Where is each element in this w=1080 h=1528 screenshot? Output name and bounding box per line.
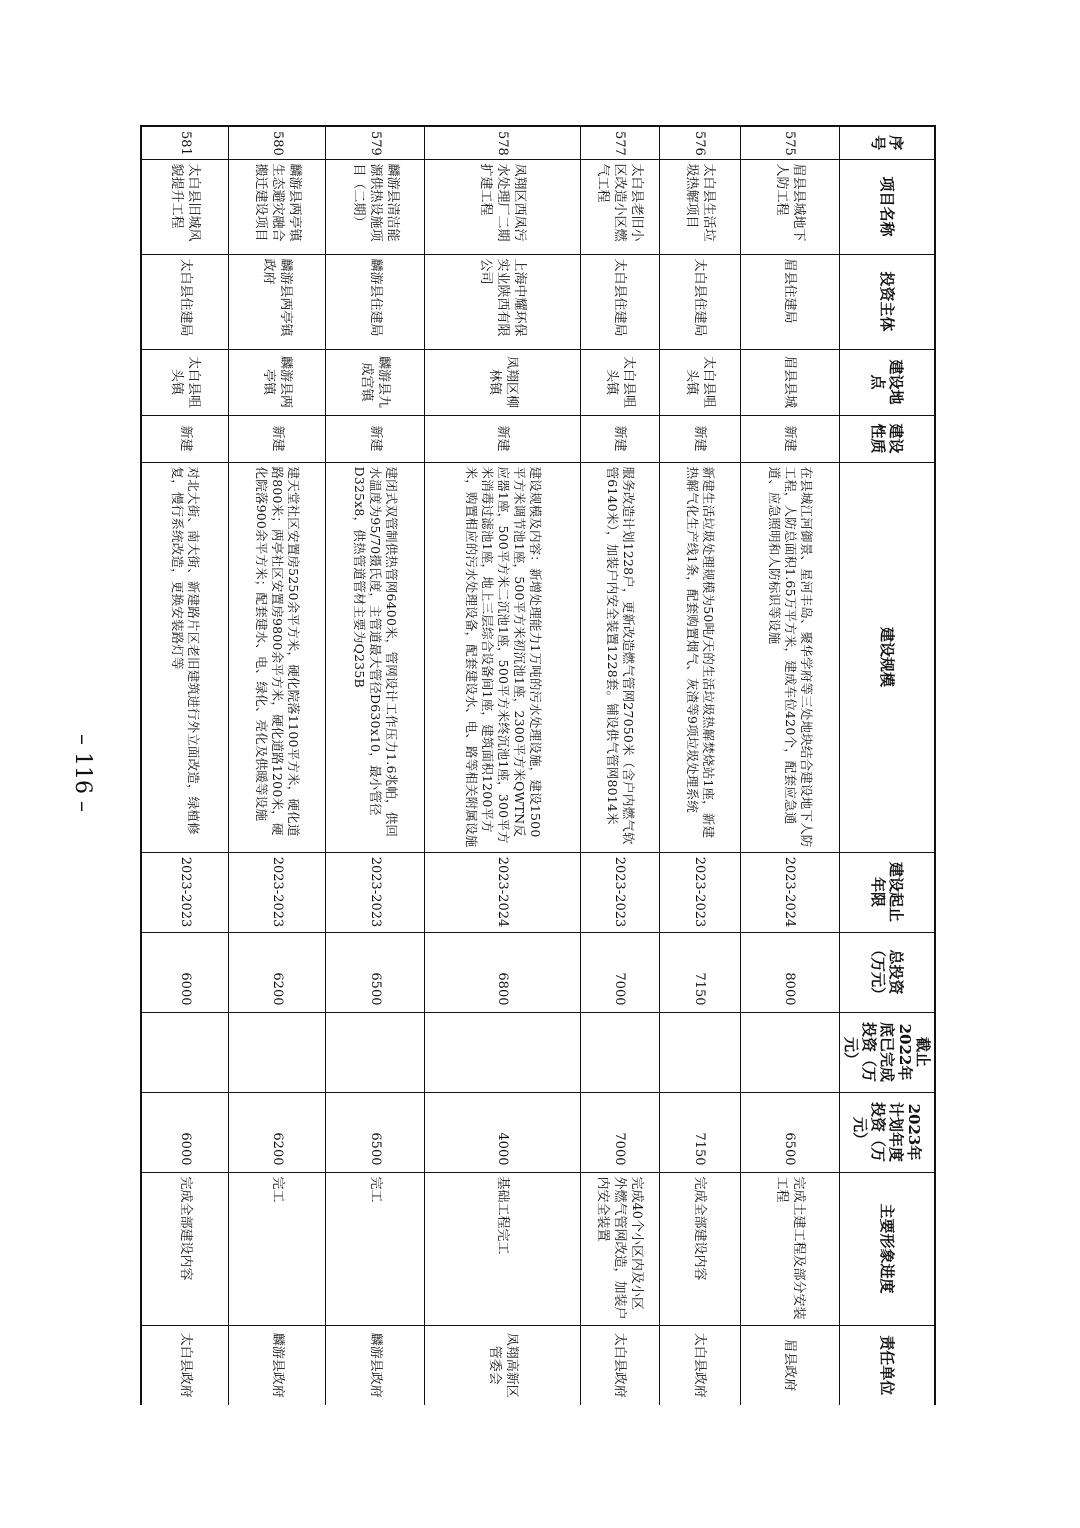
cell-investor: 上海中耀环保实业陕西有限公司 — [425, 254, 580, 349]
cell-plan2023: 6500 — [326, 1092, 425, 1172]
cell-scale: 在县城江河御景、星河丰岛、聚华学府等三处地块结合建设地下人防工程，人防总面积1.65万平方米，建成车位420个，配套应急通道、应急照明和人防标识等设施 — [740, 462, 839, 852]
header-seq: 序号 — [840, 126, 936, 159]
cell-completed — [326, 1012, 425, 1092]
header-period: 建设起止年限 — [840, 852, 936, 932]
cell-plan2023: 6200 — [229, 1092, 326, 1172]
cell-name: 麟游县清洁能源供热设施项目（二期） — [326, 159, 425, 254]
table-row — [740, 126, 839, 1405]
cell-total: 6000 — [141, 932, 229, 1012]
cell-progress: 完成全部建设内容 — [141, 1172, 229, 1325]
cell-seq: 581 — [141, 126, 229, 159]
header-total: 总投资（万元） — [840, 932, 936, 1012]
cell-plan2023: 6000 — [141, 1092, 229, 1172]
table-row — [425, 126, 580, 1405]
cell-period: 2023-2023 — [141, 852, 229, 932]
cell-plan2023: 7000 — [580, 1092, 659, 1172]
cell-investor: 麟游县两亭镇政府 — [229, 254, 326, 349]
cell-location: 太白县咀头镇 — [580, 349, 659, 415]
cell-location: 太白县咀头镇 — [659, 349, 740, 415]
cell-investor: 麟游县住建局 — [326, 254, 425, 349]
cell-responsible: 凤翔高新区管委会 — [425, 1325, 580, 1405]
cell-total: 6500 — [326, 932, 425, 1012]
header-nature: 建设性质 — [840, 415, 936, 462]
cell-responsible: 麟游县政府 — [326, 1325, 425, 1405]
cell-period: 2023-2024 — [740, 852, 839, 932]
cell-location: 眉县县城 — [740, 349, 839, 415]
cell-seq: 580 — [229, 126, 326, 159]
cell-progress: 完成40个小区内及小区外燃气管网改造，加装户内安全装置 — [580, 1172, 659, 1325]
cell-total: 6200 — [229, 932, 326, 1012]
cell-nature: 新建 — [141, 415, 229, 462]
cell-progress: 基础工程完工 — [425, 1172, 580, 1325]
cell-completed — [141, 1012, 229, 1092]
cell-responsible: 太白县政府 — [580, 1325, 659, 1405]
table-header-row — [840, 126, 936, 1405]
cell-completed — [425, 1012, 580, 1092]
cell-nature: 新建 — [740, 415, 839, 462]
cell-seq: 578 — [425, 126, 580, 159]
cell-seq: 575 — [740, 126, 839, 159]
cell-investor: 太白县住建局 — [580, 254, 659, 349]
table-row — [659, 126, 740, 1405]
cell-scale: 建天堂社区安置房5250余平方米，硬化院落1100平方米，硬化道路800米；两亭社区安置房9800余平方米，硬化道路1200米，硬化院落900余平方米；配套建水、电、绿化、亮化及供暖等设施 — [229, 462, 326, 852]
table-row — [229, 126, 326, 1405]
cell-scale: 新建生活垃圾处理规模为50吨/天的生活垃圾热解焚烧站1座，新建热解气化生产线1条，配套购置烟气、灰渣等9项垃圾处理系统 — [659, 462, 740, 852]
cell-plan2023: 4000 — [425, 1092, 580, 1172]
page-number: – 116 – — [70, 734, 95, 812]
cell-location: 麟游县九成宫镇 — [326, 349, 425, 415]
cell-period: 2023-2023 — [659, 852, 740, 932]
cell-scale: 建设规模及内容：新增处理能力1万吨的污水处理设施，建设1500平方米调节池1座，500平方米初沉池1座，2300平方米QWTN反应器1座，500平方米二沉池1座，500平方米终沉池1座，300平方米消毒过滤池1座，地上三层综合设备间1座，建筑面积1200平方米，购置相应的污水处理设备，配套建设水、电、路等相关附属设施 — [425, 462, 580, 852]
cell-name: 太白县老旧小区改造小区燃气工程 — [580, 159, 659, 254]
cell-nature: 新建 — [326, 415, 425, 462]
project-table — [140, 125, 936, 1405]
cell-name: 太白县旧城风貌提升工程 — [141, 159, 229, 254]
cell-responsible: 太白县政府 — [659, 1325, 740, 1405]
cell-scale: 对北大街、南大街、新建路片区老旧建筑进行外立面改造，绿植修复，慢行系统改造，更换安装路灯等 — [141, 462, 229, 852]
cell-scale: 建闭式双管制供热管网6400米，管网设计工作压力1.6兆帕，供回水温度为95/70摄氏度，主管道最大管径D630x10，最小管径D325x8，供热管道管材主要为Q235B — [326, 462, 425, 852]
table-row — [580, 126, 659, 1405]
cell-location: 凤翔区柳林镇 — [425, 349, 580, 415]
cell-nature: 新建 — [659, 415, 740, 462]
cell-completed — [659, 1012, 740, 1092]
cell-seq: 579 — [326, 126, 425, 159]
cell-period: 2023-2023 — [326, 852, 425, 932]
cell-plan2023: 6500 — [740, 1092, 839, 1172]
cell-nature: 新建 — [580, 415, 659, 462]
cell-progress: 完工 — [229, 1172, 326, 1325]
table-row — [141, 126, 229, 1405]
cell-seq: 577 — [580, 126, 659, 159]
cell-location: 麟游县两亭镇 — [229, 349, 326, 415]
cell-total: 7150 — [659, 932, 740, 1012]
header-responsible: 责任单位 — [840, 1325, 936, 1405]
header-progress: 主要形象进度 — [840, 1172, 936, 1325]
cell-progress: 完成全部建设内容 — [659, 1172, 740, 1325]
cell-location: 太白县咀头镇 — [141, 349, 229, 415]
cell-name: 麟游县两亭镇生态避灾融合搬迁建设项目 — [229, 159, 326, 254]
cell-nature: 新建 — [425, 415, 580, 462]
header-scale: 建设规模 — [840, 462, 936, 852]
cell-completed — [580, 1012, 659, 1092]
cell-scale: 服务改造计划1228户，更新改造燃气管网27050米（含户内燃气软管6140米），加装户内安全装置1228套。铺设供气管网8014米 — [580, 462, 659, 852]
header-completed: 截止2022年底已完成投资（万元） — [840, 1012, 936, 1092]
header-name: 项目名称 — [840, 159, 936, 254]
cell-name: 凤翔区西凤污水处理厂二期扩建工程 — [425, 159, 580, 254]
header-location: 建设地点 — [840, 349, 936, 415]
project-table-container — [140, 125, 936, 1405]
cell-responsible: 眉县政府 — [740, 1325, 839, 1405]
cell-investor: 眉县住建局 — [740, 254, 839, 349]
cell-name: 太白县生活垃圾热解项目 — [659, 159, 740, 254]
cell-total: 6800 — [425, 932, 580, 1012]
cell-seq: 576 — [659, 126, 740, 159]
cell-period: 2023-2024 — [425, 852, 580, 932]
cell-name: 眉县县城地下人防工程 — [740, 159, 839, 254]
cell-period: 2023-2023 — [229, 852, 326, 932]
cell-nature: 新建 — [229, 415, 326, 462]
cell-investor: 太白县住建局 — [141, 254, 229, 349]
cell-responsible: 麟游县政府 — [229, 1325, 326, 1405]
header-plan2023: 2023年计划年度投资（万元） — [840, 1092, 936, 1172]
header-investor: 投资主体 — [840, 254, 936, 349]
cell-period: 2023-2023 — [580, 852, 659, 932]
cell-completed — [740, 1012, 839, 1092]
cell-investor: 太白县住建局 — [659, 254, 740, 349]
cell-plan2023: 7150 — [659, 1092, 740, 1172]
cell-progress: 完成土建工程及部分安装工程 — [740, 1172, 839, 1325]
cell-progress: 完工 — [326, 1172, 425, 1325]
table-row — [326, 126, 425, 1405]
cell-completed — [229, 1012, 326, 1092]
cell-responsible: 太白县政府 — [141, 1325, 229, 1405]
cell-total: 7000 — [580, 932, 659, 1012]
cell-total: 8000 — [740, 932, 839, 1012]
